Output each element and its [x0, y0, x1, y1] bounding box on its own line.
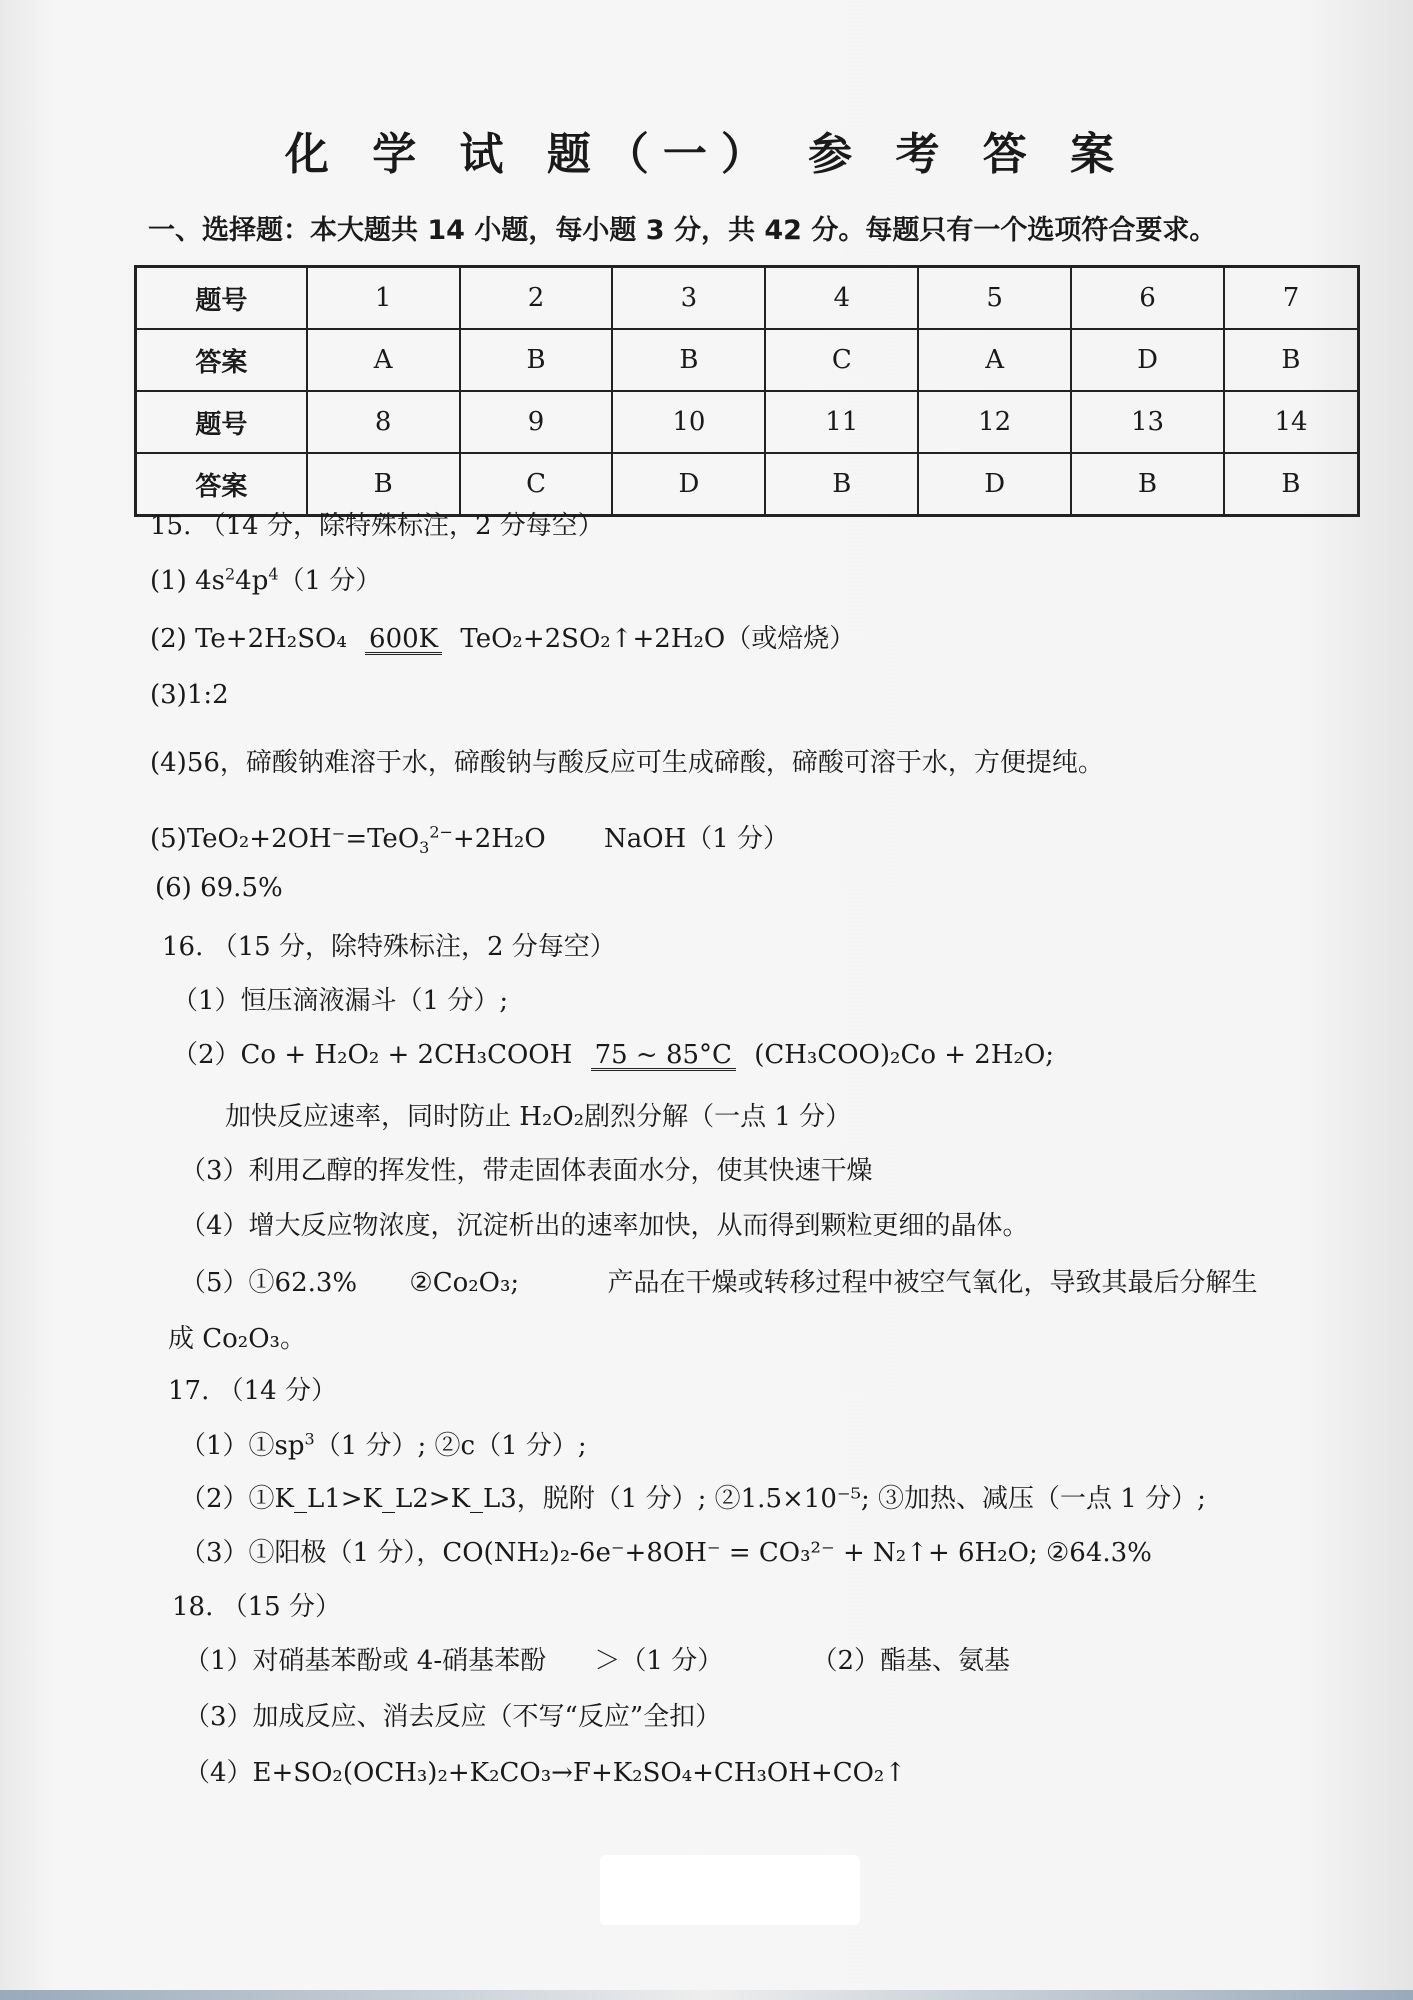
table-cell: B: [1071, 453, 1224, 516]
q15-part5: [150, 818, 789, 857]
q15-part2: [150, 618, 855, 655]
q15-part4: (4)56，碲酸钠难溶于水，碲酸钠与酸反应可生成碲酸，碲酸可溶于水，方便提纯。: [150, 748, 1104, 778]
subscript: 3: [419, 838, 430, 858]
table-cell: 1: [307, 267, 460, 330]
table-cell: D: [612, 453, 765, 516]
row-label-number: 题号: [136, 391, 307, 453]
table-cell: 7: [1224, 267, 1359, 330]
row-label-answer: 答案: [136, 453, 307, 516]
table-cell: 5: [918, 267, 1071, 330]
reaction-condition: 75 ~ 85°C: [591, 1042, 736, 1071]
table-cell: 4: [765, 267, 918, 330]
answer-table: [134, 265, 1360, 517]
q15-part5-text: (5)TeO₂+2OH⁻=TeO: [150, 824, 420, 854]
q16-equation-left: （2）Co + H₂O₂ + 2CH₃COOH: [172, 1040, 573, 1070]
q15-part6: (6) 69.5%: [155, 873, 283, 903]
table-cell: B: [1224, 453, 1359, 516]
table-cell: 8: [307, 391, 460, 453]
q18-part2-text: （2）酯基、氨基: [811, 1646, 1011, 1676]
superscript: 2: [224, 564, 236, 584]
q15-part1: [150, 560, 381, 597]
table-cell: C: [460, 453, 613, 516]
table-cell: D: [1071, 329, 1224, 391]
superscript: 3: [304, 1429, 315, 1449]
bottom-edge: [0, 1990, 1413, 2000]
table-cell: C: [765, 329, 918, 391]
q15-part5-reagent: NaOH（1 分）: [603, 824, 789, 854]
q18-part3: （3）加成反应、消去反应（不写“反应”全扣）: [184, 1702, 722, 1732]
q16-heading: 16. （15 分，除特殊标注，2 分每空）: [162, 932, 616, 962]
blank-patch: [600, 1855, 860, 1925]
q17-part1: [180, 1425, 587, 1462]
q17-part1-text: （1 分）; ②c（1 分）;: [314, 1431, 587, 1461]
table-cell: 11: [765, 391, 918, 453]
reaction-condition: 600K: [365, 626, 442, 655]
q16-part5-text: 产品在干燥或转移过程中被空气氧化，导致其最后分解生: [607, 1268, 1258, 1298]
q17-part2: （2）①K_L1>K_L2>K_L3，脱附（1 分）; ②1.5×10⁻⁵; ③加热、减压（一点 1 分）;: [180, 1484, 1206, 1514]
q15-heading: 15. （14 分，除特殊标注，2 分每空）: [150, 511, 604, 541]
page-title: 化 学 试 题（一） 参 考 答 案: [284, 129, 1129, 180]
row-label-number: 题号: [136, 267, 307, 330]
table-cell: B: [612, 329, 765, 391]
q16-part2-explanation: 加快反应速率，同时防止 H₂O₂剧烈分解（一点 1 分）: [225, 1102, 852, 1132]
q17-part3: （3）①阳极（1 分），CO(NH₂)₂-6e⁻+8OH⁻ = CO₃²⁻ + N₂↑+ 6H₂O; ②64.3%: [180, 1538, 1152, 1568]
q15-equation-right: TeO₂+2SO₂↑+2H₂O（或焙烧）: [460, 624, 856, 654]
table-cell: B: [765, 453, 918, 516]
table-cell: B: [307, 453, 460, 516]
row-label-answer: 答案: [136, 329, 307, 391]
q18-part4: （4）E+SO₂(OCH₃)₂+K₂CO₃→F+K₂SO₄+CH₃OH+CO₂↑: [184, 1758, 907, 1788]
table-cell: 6: [1071, 267, 1224, 330]
q18-part1-text: （1）对硝基苯酚或 4-硝基苯酚: [184, 1646, 547, 1676]
q15-part1-text: 4p: [235, 566, 269, 596]
table-cell: A: [307, 329, 460, 391]
table-cell: 2: [460, 267, 613, 330]
q18-part1-text: ＞（1 分）: [594, 1646, 724, 1676]
q15-part1-text: (1) 4s: [150, 566, 225, 596]
table-cell: D: [918, 453, 1071, 516]
q16-part5-text: ②Co₂O₃;: [409, 1268, 520, 1298]
q16-equation-right: (CH₃COO)₂Co + 2H₂O;: [754, 1040, 1055, 1070]
q18-part1: [184, 1640, 1010, 1677]
q15-part1-text: （1 分）: [278, 566, 382, 596]
table-cell: A: [918, 329, 1071, 391]
q16-part2: [172, 1034, 1054, 1071]
superscript: 4: [268, 564, 279, 584]
table-cell: 3: [612, 267, 765, 330]
table-cell: B: [460, 329, 613, 391]
q16-part5: [180, 1262, 1257, 1299]
q17-heading: 17. （14 分）: [168, 1376, 337, 1406]
superscript: 2−: [429, 822, 453, 842]
q16-part5-continued: 成 Co₂O₃。: [168, 1324, 306, 1354]
q16-part4: （4）增大反应物浓度，沉淀析出的速率加快，从而得到颗粒更细的晶体。: [180, 1211, 1029, 1241]
q15-part3: (3)1:2: [150, 680, 229, 710]
q16-part5-text: （5）①62.3%: [180, 1268, 358, 1298]
table-cell: 12: [918, 391, 1071, 453]
q15-part5-text: +2H₂O: [452, 824, 546, 854]
table-cell: 9: [460, 391, 613, 453]
table-cell: 14: [1224, 391, 1359, 453]
q15-equation-left: (2) Te+2H₂SO₄: [150, 624, 347, 654]
table-row: [136, 267, 1359, 330]
q16-part1: （1）恒压滴液漏斗（1 分）;: [172, 986, 509, 1016]
q17-part1-text: （1）①sp: [180, 1431, 305, 1461]
q16-part3: （3）利用乙醇的挥发性，带走固体表面水分，使其快速干燥: [180, 1156, 873, 1186]
table-row: [136, 391, 1359, 453]
table-cell: 13: [1071, 391, 1224, 453]
table-cell: 10: [612, 391, 765, 453]
table-cell: B: [1224, 329, 1359, 391]
section-1-heading: 一、选择题：本大题共 14 小题，每小题 3 分，共 42 分。每题只有一个选项符合要求。: [148, 215, 1217, 246]
table-row: [136, 329, 1359, 391]
q18-heading: 18. （15 分）: [172, 1592, 341, 1622]
